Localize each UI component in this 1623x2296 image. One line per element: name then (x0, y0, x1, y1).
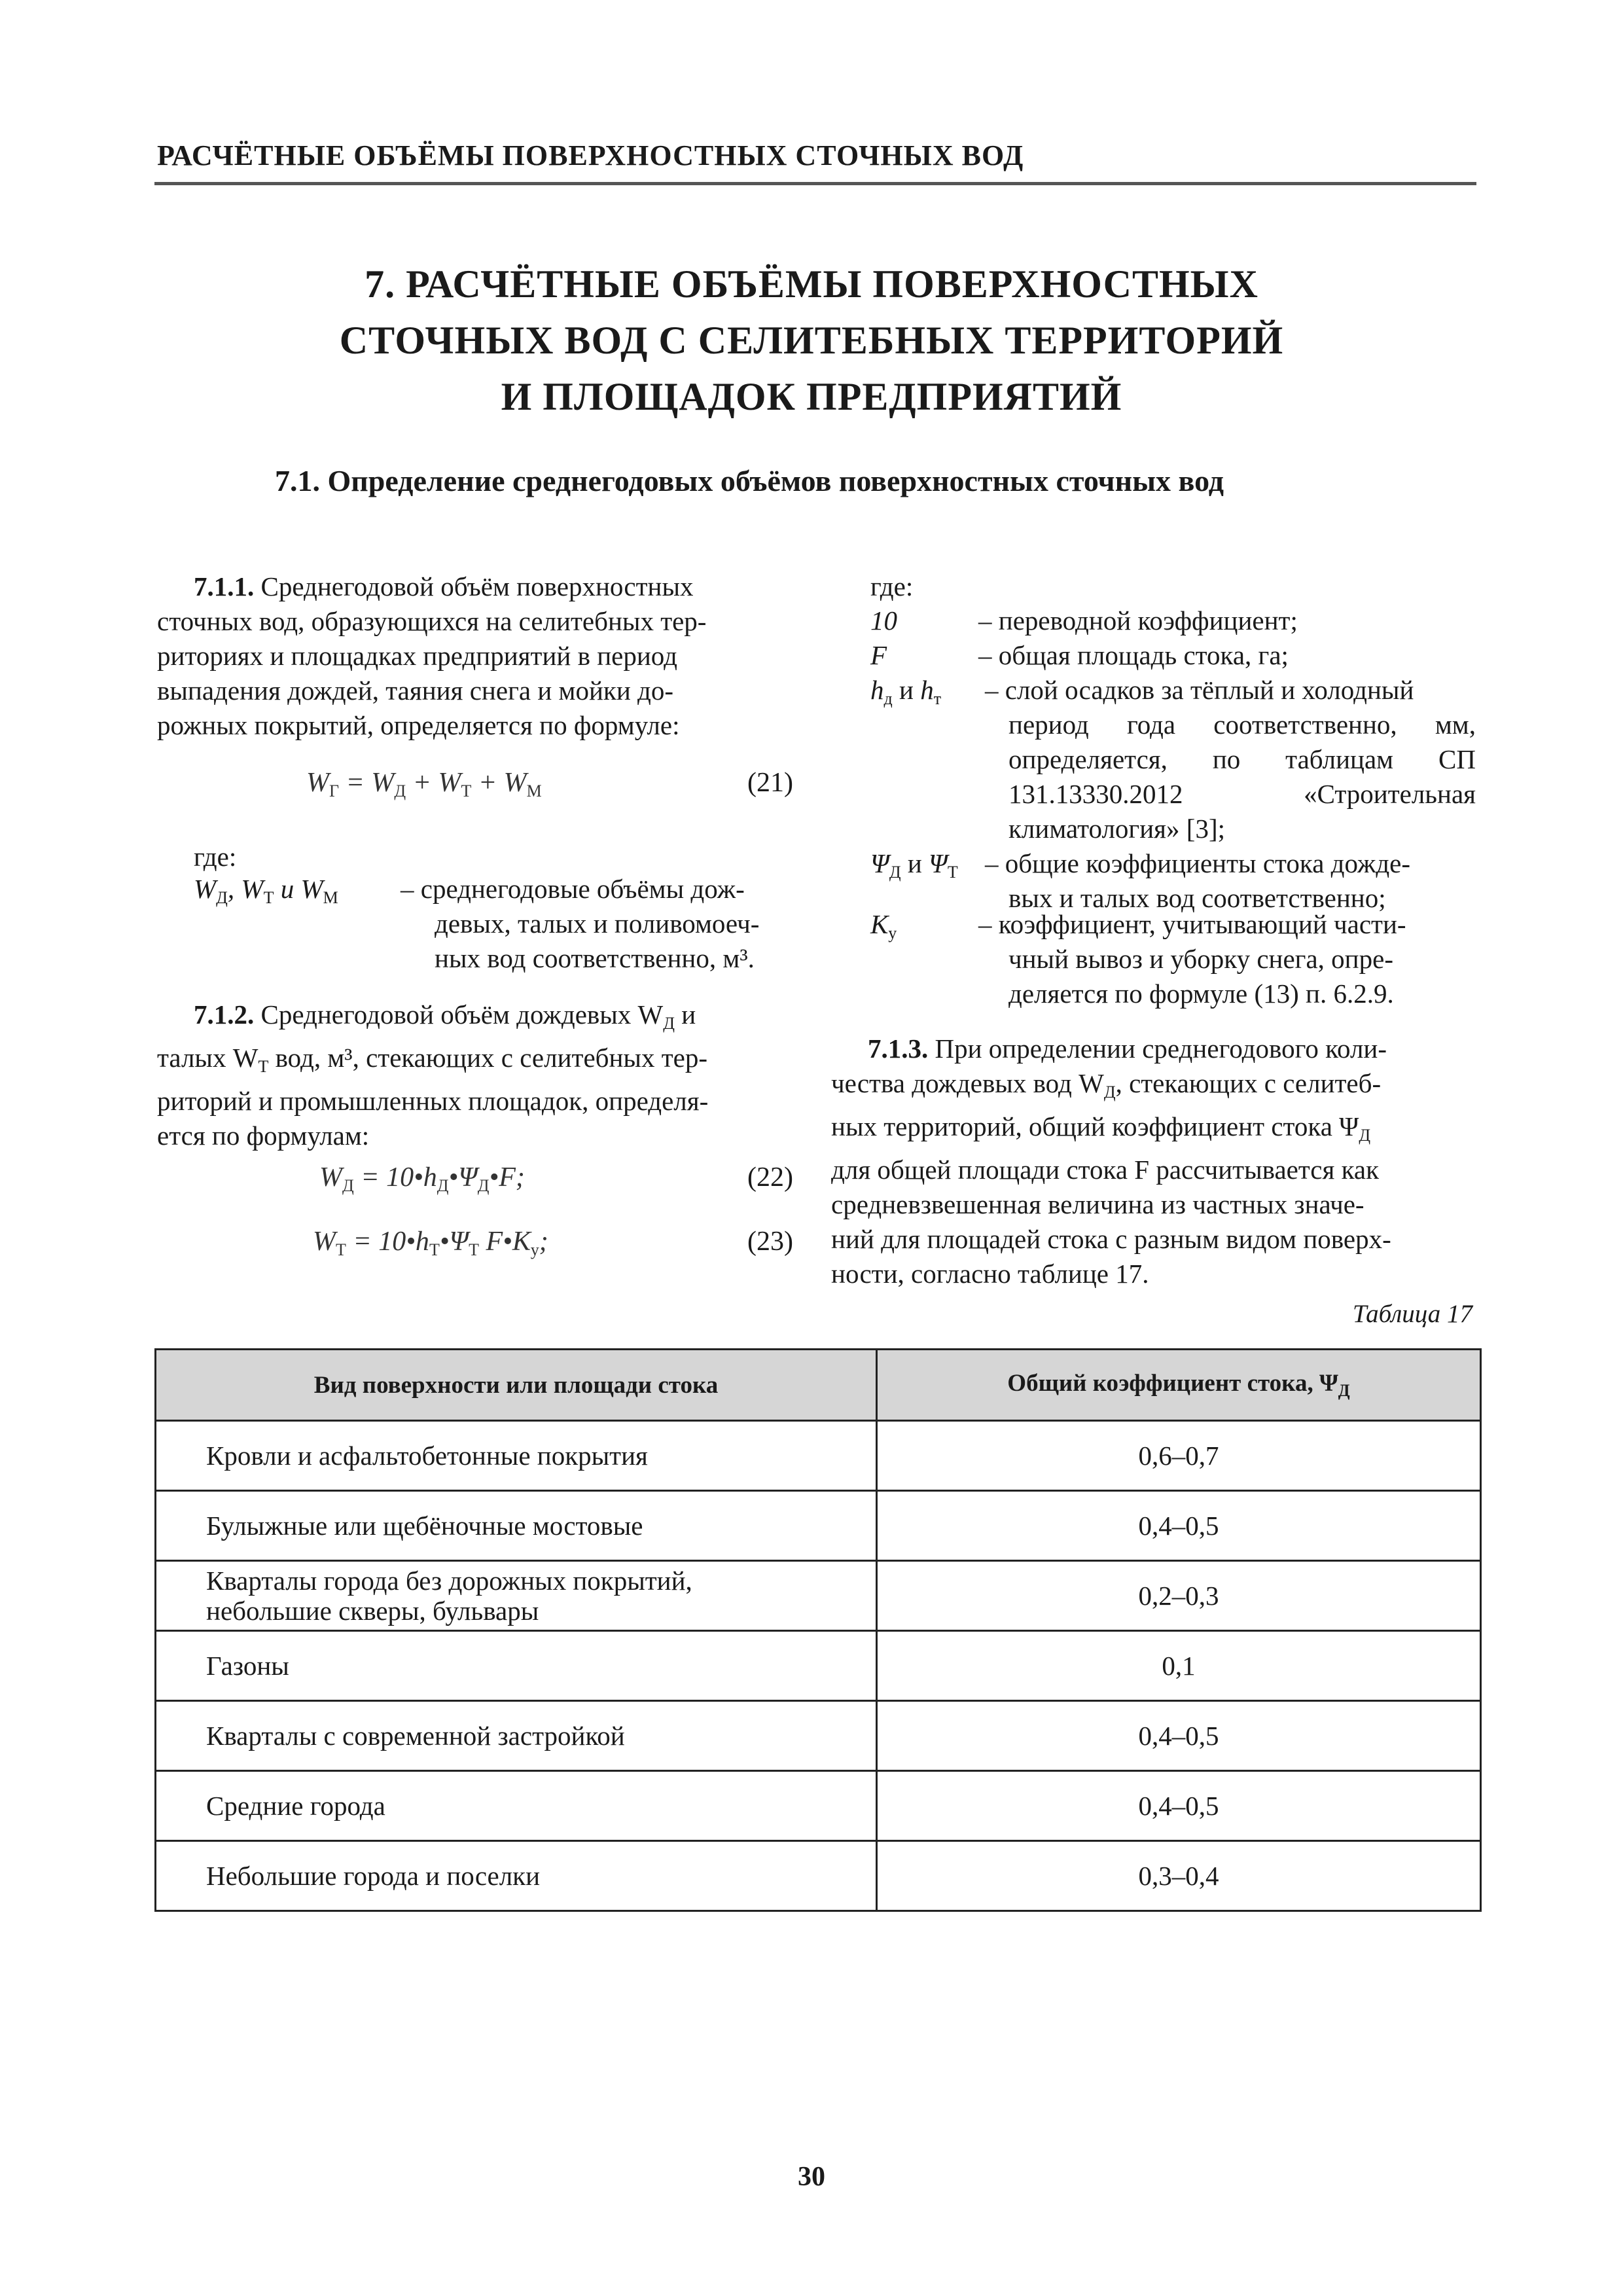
where-desc-psi (985, 846, 1476, 916)
column-header-coefficient: Общий коэффициент стока, $\Psi_Д$ (877, 1350, 1481, 1421)
desc-line: определяется, по таблицам СП (1008, 744, 1476, 774)
para-line: выпадения дождей, таяния снега и мойки до- (157, 675, 674, 706)
surface-cell: Булыжные или щебёночные мостовые (156, 1491, 877, 1561)
para-line: риторий и промышленных площадок, определя- (157, 1086, 709, 1116)
desc-line: – слой осадков за тёплый и холодный (985, 675, 1414, 705)
para-line: ется по формулам: (157, 1121, 370, 1151)
column-header-surface: Вид поверхности или площади стока (156, 1350, 877, 1421)
chapter-title-line1: 7. РАСЧЁТНЫЕ ОБЪЁМЫ ПОВЕРХНОСТНЫХ (365, 262, 1258, 306)
where-desc-10: – переводной коэффициент; (978, 605, 1298, 636)
where-desc-left (401, 872, 803, 976)
surface-cell: Кварталы с современной застройкой (156, 1701, 877, 1771)
coefficient-cell: 0,6–0,7 (877, 1421, 1481, 1491)
where-symbols-left: $W_Д$, $W_Т$ и $W_М$ (194, 874, 338, 907)
surface-cell: Газоны (156, 1631, 877, 1701)
desc-line: деляется по формуле (13) п. 6.2.9. (1008, 978, 1394, 1009)
chapter-title-line3: И ПЛОЩАДОК ПРЕДПРИЯТИЙ (501, 375, 1122, 418)
para-line: риториях и площадках предприятий в период (157, 641, 677, 671)
desc-line: ных вод соответственно, м³. (435, 943, 755, 973)
para-line: ных территорий, общий коэффициент стока Ψ (831, 1111, 1359, 1141)
para-number: 7.1.1. (194, 571, 255, 601)
paragraph-7-1-3: 7.1.3. При определении среднегодового коли- чества дождевых вод $W_Д$, стекающих с селитеб- ных территорий, общий коэффициент стока $\Psi_Д$ для общей площади стока F рассчитывается как средневзвешенная величина из частных значе- ний для площадей стока с разным видом поверх- ности, согласно таблице 17. (831, 1031, 1476, 1291)
para-line: ности, согласно таблице 17. (831, 1259, 1149, 1289)
coefficient-cell: 0,2–0,3 (877, 1561, 1481, 1631)
equation-number-21: (21) (747, 768, 793, 798)
where-item-k: $К_у$ (870, 909, 897, 942)
page-number: 30 (798, 2162, 825, 2192)
desc-line: чный вывоз и уборку снега, опре- (1008, 944, 1393, 974)
para-line: сточных вод, образующихся на селитебных тер- (157, 606, 707, 636)
desc-line: вых и талых вод соответственно; (1008, 883, 1386, 913)
header-rule (154, 182, 1476, 185)
table-row (156, 1771, 1481, 1841)
where-item-psi: $\Psi_Д$ и $\Psi_Т$ (870, 848, 958, 882)
para-line: рожных покрытий, определяется по формуле: (157, 710, 680, 740)
where-label-left: где: (194, 842, 237, 872)
table-header-row (156, 1350, 1481, 1421)
paragraph-7-1-2: 7.1.2. Среднегодовой объём дождевых $W_Д$ и талых $W_Т$ вод, м³, стекающих с селитебных тер- риторий и промышленных площадок, определя- ется по формулам: (157, 997, 802, 1153)
surface-cell: Кварталы города без дорожных покрытий, небольшие скверы, бульвары (156, 1561, 877, 1631)
where-desc-h (985, 673, 1476, 846)
table-row (156, 1701, 1481, 1771)
running-header: РАСЧЁТНЫЕ ОБЪЁМЫ ПОВЕРХНОСТНЫХ СТОЧНЫХ ВОД (157, 139, 1024, 171)
para-line: Среднегодовой объём поверхностных (254, 571, 694, 601)
para-line: талых W (157, 1043, 259, 1073)
where-desc-k (978, 907, 1476, 1011)
table-row (156, 1491, 1481, 1561)
coefficient-cell: 0,4–0,5 (877, 1771, 1481, 1841)
coefficient-cell: 0,4–0,5 (877, 1491, 1481, 1561)
equation-number-23: (23) (747, 1227, 793, 1257)
coefficient-cell: 0,1 (877, 1631, 1481, 1701)
surface-cell: Небольшие города и поселки (156, 1841, 877, 1911)
where-item-10: 10 (870, 605, 897, 636)
para-line: ний для площадей стока с разным видом поверх- (831, 1224, 1391, 1254)
where-item-h: $h_д$ и $h_т$ (870, 675, 942, 708)
para-line: Среднегодовой объём дождевых W (254, 999, 664, 1030)
table-row (156, 1561, 1481, 1631)
desc-line: период года соответственно, мм, (1008, 709, 1476, 740)
section-title: 7.1. Определение среднегодовых объёмов поверхностных сточных вод (275, 464, 1224, 497)
para-number: 7.1.2. (194, 999, 255, 1030)
desc-line: – общие коэффициенты стока дожде- (985, 848, 1411, 878)
table-row (156, 1841, 1481, 1911)
where-item-f: F (870, 640, 887, 670)
formula-23: $W_Т$ = $10•h_Т•\Psi_Т$ $F•К_у$; (313, 1227, 548, 1259)
para-line: для общей площади стока F рассчитывается как (831, 1155, 1379, 1185)
equation-number-22: (22) (747, 1162, 793, 1193)
runoff-coefficient-table (154, 1348, 1482, 1912)
desc-line: 131.13330.2012 «Строительная (1008, 779, 1476, 809)
formula-21: $W_Г = W_Д + W_Т + W_М$ (306, 768, 542, 800)
table-caption: Таблица 17 (1352, 1300, 1472, 1328)
desc-line: – среднегодовые объёмы дож- (401, 874, 745, 904)
coefficient-cell: 0,4–0,5 (877, 1701, 1481, 1771)
surface-cell: Кровли и асфальтобетонные покрытия (156, 1421, 877, 1491)
desc-line: девых, талых и поливомоеч- (435, 908, 760, 939)
para-number: 7.1.3. (868, 1033, 929, 1064)
table-row (156, 1421, 1481, 1491)
coefficient-cell: 0,3–0,4 (877, 1841, 1481, 1911)
paragraph-7-1-1 (157, 569, 802, 743)
table-row (156, 1631, 1481, 1701)
chapter-title-line2: СТОЧНЫХ ВОД С СЕЛИТЕБНЫХ ТЕРРИТОРИЙ (339, 319, 1284, 362)
para-line: При определении среднегодового коли- (928, 1033, 1387, 1064)
para-line: чества дождевых вод W (831, 1068, 1104, 1098)
formula-22: $W_Д$ = $10•h_Д•\Psi_Д•F$; (319, 1162, 525, 1195)
surface-cell: Средние города (156, 1771, 877, 1841)
para-line: средневзвешенная величина из частных значе- (831, 1189, 1364, 1219)
desc-line: климатология» [3]; (1008, 814, 1225, 844)
where-desc-f: – общая площадь стока, га; (978, 640, 1289, 670)
desc-line: – коэффициент, учитывающий части- (978, 909, 1406, 939)
where-label-right: где: (870, 571, 914, 601)
